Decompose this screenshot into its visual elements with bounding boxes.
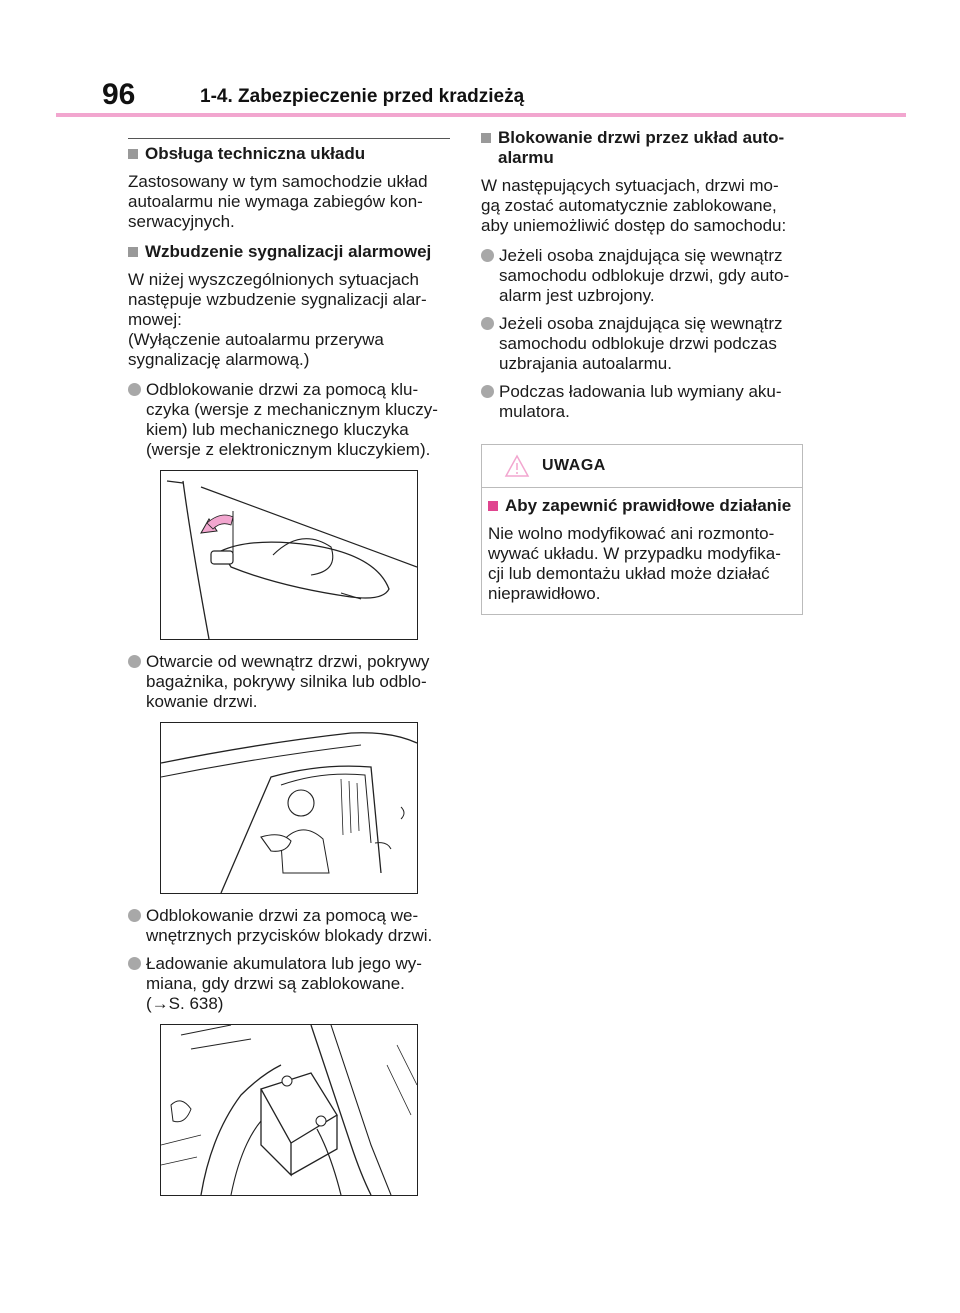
list-item: Odblokowanie drzwi za pomocą we- wnętrznych przycisków blokady drzwi. — [128, 906, 450, 946]
illustration-door-handle-key — [160, 470, 418, 640]
bullet-dot-icon — [128, 383, 141, 396]
list-item: Odblokowanie drzwi za pomocą klu- czyka (wersje z mechanicznym kluczy- kiem) lub mechanicznego kluczyka (wersje z elektronicznym kluczykiem). — [128, 380, 450, 460]
bullet-dot-icon — [128, 655, 141, 668]
caution-content — [482, 488, 802, 614]
square-bullet-icon — [481, 133, 491, 143]
header-divider — [56, 113, 906, 117]
paragraph-maintenance: Zastosowany w tym samochodzie układ autoalarmu nie wymaga zabiegów kon- serwacyjnych. — [128, 172, 428, 231]
caution-heading — [488, 496, 796, 516]
list-item: Otwarcie od wewnątrz drzwi, pokrywy bagażnika, pokrywy silnika lub odblo- kowanie drzwi. — [128, 652, 450, 712]
heading-auto-lock — [481, 128, 806, 168]
illustration-person-in-car — [160, 722, 418, 894]
list-item: Podczas ładowania lub wymiany aku- mulatora. — [481, 382, 806, 422]
heading-alarm-trigger — [128, 242, 450, 262]
section-title: 1-4. Zabezpieczenie przed kradzieżą — [200, 86, 525, 107]
heading-text: Obsługa techniczna układu — [145, 144, 366, 163]
bullet-dot-icon — [128, 909, 141, 922]
caution-header — [482, 445, 802, 488]
paragraph-alarm-trigger: W niżej wyszczególnionych sytuacjach następuje wzbudzenie sygnalizacji alar- mowej: (Wyłączenie autoalarmu przerywa sygnalizację alarmową.) — [128, 270, 427, 369]
list-item: Ładowanie akumulatora lub jego wy- miana, gdy drzwi są zablokowane. (→S. 638) — [128, 954, 450, 1014]
bullet-dot-icon — [481, 317, 494, 330]
page-number: 96 — [102, 78, 136, 111]
caution-label: UWAGA — [542, 457, 606, 474]
warning-triangle-icon — [504, 454, 530, 478]
caution-box — [481, 444, 803, 615]
heading-maintenance — [128, 144, 450, 164]
list-item: Jeżeli osoba znajdująca się wewnątrz samochodu odblokuje drzwi, gdy auto- alarm jest uzbrojony. — [481, 246, 806, 306]
page-header — [0, 0, 960, 120]
heading-text: Wzbudzenie sygnalizacji alarmowej — [145, 242, 432, 261]
illustration-battery-replacement — [160, 1024, 418, 1196]
heading-text: Aby zapewnić prawidłowe działanie — [505, 496, 792, 515]
paragraph-auto-lock: W następujących sytuacjach, drzwi mo- gą zostać automatycznie zablokowane, aby uniemożliwić dostęp do samochodu: — [481, 176, 787, 235]
bullet-dot-icon — [481, 385, 494, 398]
square-bullet-icon — [128, 247, 138, 257]
heading-text: Blokowanie drzwi przez układ auto- alarmu — [498, 128, 785, 167]
caution-text: Nie wolno modyfikować ani rozmonto- wywać układu. W przypadku modyfika- cji lub demontażu układ może działać nieprawidłowo. — [488, 524, 781, 603]
square-bullet-icon — [128, 149, 138, 159]
left-column — [128, 138, 450, 1208]
square-bullet-icon — [488, 501, 498, 511]
right-column — [481, 128, 806, 615]
list-item: Jeżeli osoba znajdująca się wewnątrz samochodu odblokuje drzwi podczas uzbrajania autoalarmu. — [481, 314, 806, 374]
bullet-dot-icon — [128, 957, 141, 970]
section-rule — [128, 138, 450, 139]
bullet-dot-icon — [481, 249, 494, 262]
